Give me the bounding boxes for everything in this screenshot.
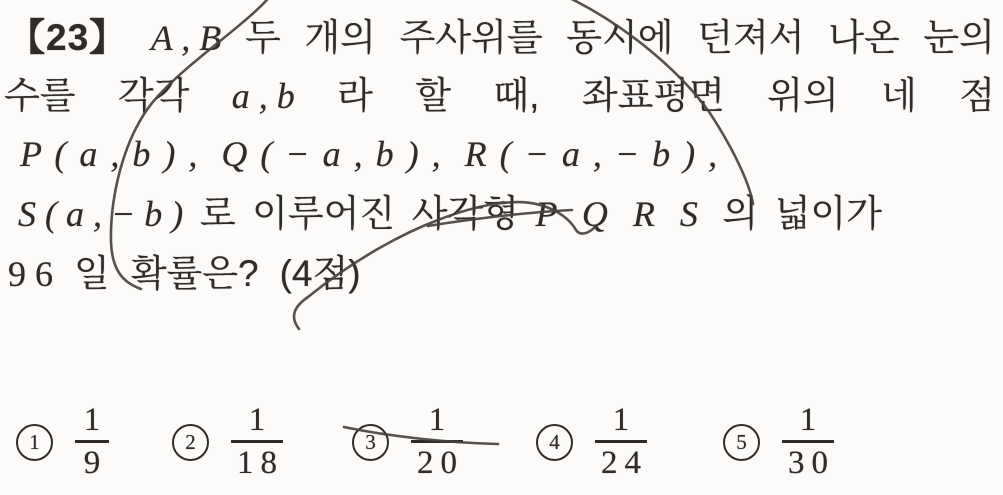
korean-word: 수를: [4, 75, 76, 116]
choice-circle-3: 3: [352, 424, 389, 461]
answer-choice-3: [352, 398, 463, 486]
fraction-numerator: 1: [799, 402, 817, 438]
fraction-1-20: [411, 404, 463, 480]
korean-word: 라: [337, 75, 373, 116]
korean-word: 눈의: [923, 17, 995, 58]
fraction-numerator: 1: [83, 402, 101, 438]
korean-word: 위의: [767, 75, 839, 116]
korean-word: 때,: [493, 75, 540, 116]
korean-word: 넓이가: [774, 193, 882, 234]
fraction-denominator: 18: [237, 445, 284, 481]
fraction-1-18: [231, 404, 283, 480]
area-value-96: 9 6: [8, 254, 53, 294]
math-expression-ab: A , B: [150, 18, 222, 58]
korean-word: 로: [199, 193, 236, 234]
fraction-bar: [782, 440, 834, 443]
fraction-1-30: [782, 404, 834, 480]
fraction-numerator: 1: [248, 402, 266, 438]
choice-circle-5: 5: [723, 424, 760, 461]
korean-word: 할: [415, 75, 452, 116]
points-label: (4점): [279, 253, 361, 294]
problem-line-1: [8, 16, 995, 60]
fraction-numerator: 1: [428, 402, 446, 438]
answer-choice-2: [172, 398, 283, 486]
fraction-denominator: 20: [417, 445, 464, 481]
fraction-denominator: 24: [601, 445, 648, 481]
math-expression-s: S ( a , − b ): [18, 194, 184, 234]
choice-circle-1: 1: [16, 424, 53, 461]
answer-choice-4: [536, 398, 647, 486]
problem-line-4: [18, 192, 882, 236]
choice-circle-4: 4: [536, 424, 573, 461]
problem-line-2: [4, 74, 995, 118]
korean-word: 동시에: [566, 17, 674, 58]
korean-word: 각각: [117, 75, 190, 116]
problem-number: 【23】: [8, 17, 128, 58]
problem-line-3: [20, 133, 719, 175]
korean-word: 일: [74, 253, 110, 294]
korean-word: 점: [959, 75, 995, 116]
korean-word: 확률은?: [130, 253, 259, 294]
fraction-1-24: [595, 404, 647, 480]
korean-word-sagakhyeong: 사각형: [411, 193, 519, 234]
fraction-denominator: 30: [788, 445, 835, 481]
math-expression-pqr: P ( a , b ) , Q ( − a , b ) , R ( − a , − b ) ,: [20, 134, 720, 174]
fraction-bar: [75, 440, 109, 443]
fraction-1-9: [75, 404, 109, 480]
korean-word: 주사위를: [399, 17, 543, 58]
korean-word: 나온: [828, 17, 900, 58]
fraction-denominator: 9: [83, 445, 101, 481]
problem-line-5: [8, 252, 361, 296]
korean-word: 의: [722, 193, 759, 234]
fraction-bar: [595, 440, 647, 443]
math-expression-ab-lower: a , b: [231, 76, 295, 116]
korean-word: 네: [881, 75, 917, 116]
answer-choice-5: [723, 398, 834, 486]
korean-word: 개의: [304, 17, 376, 58]
fraction-numerator: 1: [612, 402, 630, 438]
korean-word: 두: [244, 17, 281, 58]
korean-word: 좌표평면: [581, 75, 725, 116]
korean-word: 던져서: [697, 17, 805, 58]
answer-choice-1: [16, 398, 109, 486]
fraction-bar: [411, 440, 463, 443]
math-expression-pqrs: P Q R S: [535, 194, 706, 234]
korean-word: 이루어진: [252, 193, 396, 234]
fraction-bar: [231, 440, 283, 443]
choice-circle-2: 2: [172, 424, 209, 461]
